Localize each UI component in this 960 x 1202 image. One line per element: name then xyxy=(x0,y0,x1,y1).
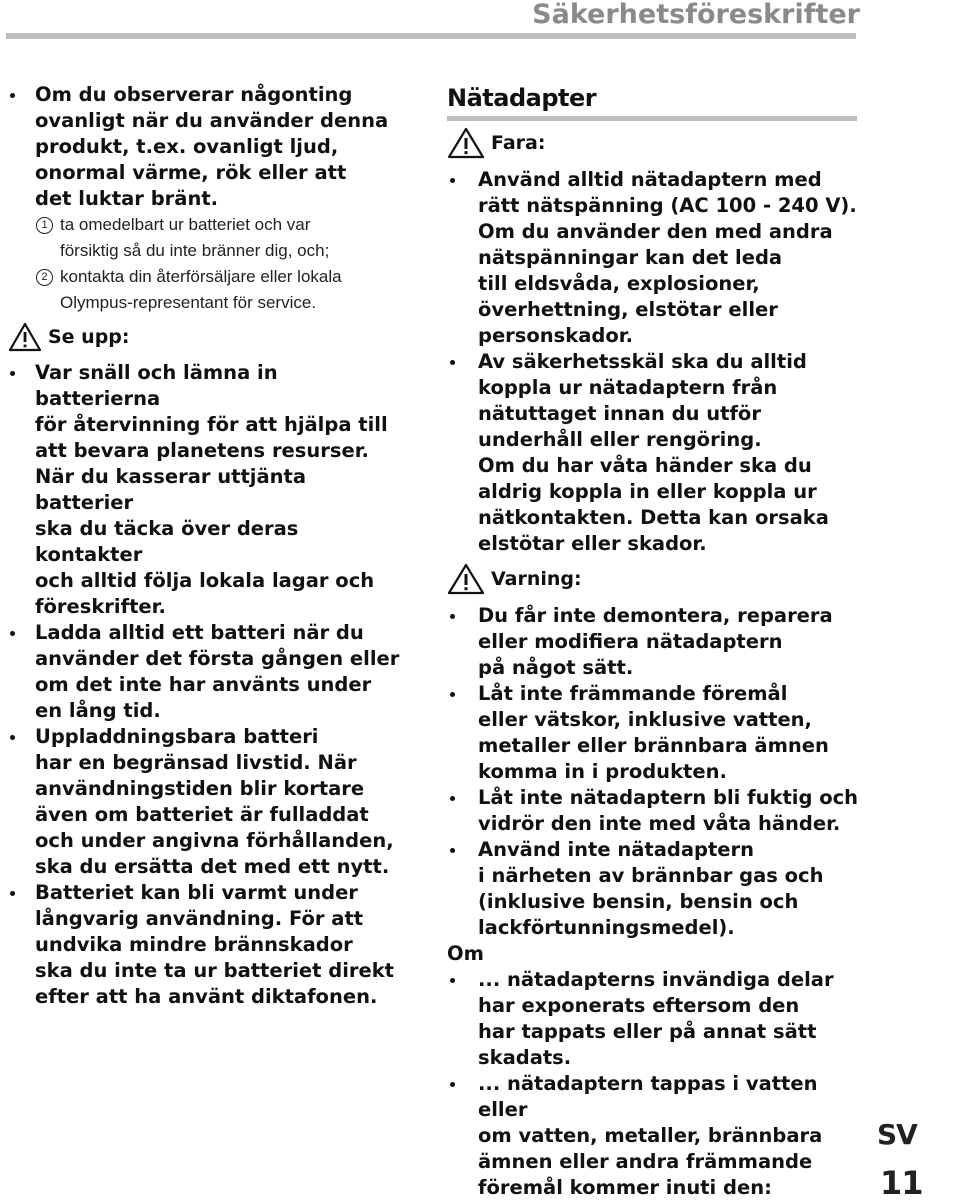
list-item xyxy=(447,167,867,349)
step-number-icon: 2 xyxy=(36,269,53,286)
warning-triangle-icon xyxy=(447,563,485,595)
text-line: ämnen eller andra främmande xyxy=(478,1150,813,1173)
text-line: och alltid följa lokala lagar och xyxy=(35,569,375,592)
text-line: det luktar bränt. xyxy=(35,187,219,210)
text-line: rätt nätspänning (AC 100 - 240 V). xyxy=(478,194,857,217)
text-line: Uppladdningsbara batteri xyxy=(35,725,319,748)
text-line: på något sätt. xyxy=(478,656,634,679)
list-item xyxy=(447,785,867,837)
page-header-title: Säkerhetsföreskrifter xyxy=(532,0,860,30)
text-line: aldrig koppla in eller koppla ur xyxy=(478,480,817,503)
text-line: nätkontakten. Detta kan orsaka xyxy=(478,506,829,529)
section-title: Nätadapter xyxy=(447,84,597,112)
step-number-icon: 1 xyxy=(36,217,53,234)
text-line: (inklusive bensin, bensin och xyxy=(478,890,799,913)
text-line: nätuttaget innan du utför xyxy=(478,402,761,425)
danger-heading xyxy=(447,127,867,159)
text-line: långvarig användning. För att xyxy=(35,907,364,930)
text-line: Låt inte främmande föremål xyxy=(478,682,788,705)
text-line: elstötar eller skador. xyxy=(478,532,707,555)
text-line: Om du observerar någonting xyxy=(35,83,353,106)
list-item xyxy=(8,620,408,724)
text-line: föreskrifter. xyxy=(35,595,166,618)
list-item xyxy=(447,349,867,557)
warning-triangle-icon xyxy=(447,127,485,159)
text-line: har exponerats eftersom den xyxy=(478,994,800,1017)
warning-triangle-icon xyxy=(8,322,42,352)
text-line: Låt inte nätadaptern bli fuktig och xyxy=(478,786,859,809)
step-2 xyxy=(8,264,408,290)
text-line: När du kasserar uttjänta batterier xyxy=(35,465,306,514)
text-line: ska du ersätta det med ett nytt. xyxy=(35,855,390,878)
text-line: ovanligt när du använder denna xyxy=(35,109,389,132)
text-line: Ladda alltid ett batteri när du xyxy=(35,621,364,644)
text-line: vidrör den inte med våta händer. xyxy=(478,812,841,835)
caution-heading xyxy=(8,322,408,352)
text-line: eller modifiera nätadaptern xyxy=(478,630,783,653)
text-line: onormal värme, rök eller att xyxy=(35,161,347,184)
step-1 xyxy=(8,212,408,238)
caution-label: Se upp: xyxy=(48,326,130,348)
step-2-line-2: Olympus-representant för service. xyxy=(60,293,317,312)
text-line: föremål kommer inuti den: xyxy=(478,1176,772,1199)
text-line: har tappats eller på annat sätt xyxy=(478,1020,817,1043)
text-line: och under angivna förhållanden, xyxy=(35,829,394,852)
warning-label: Varning: xyxy=(491,568,582,590)
text-line: användningstiden blir kortare xyxy=(35,777,365,800)
list-item xyxy=(447,603,867,681)
text-line: ska du täcka över deras kontakter xyxy=(35,517,299,566)
text-line: eller vätskor, inklusive vatten, xyxy=(478,708,812,731)
text-line: personskador. xyxy=(478,324,634,347)
intro-bullet xyxy=(8,82,408,212)
text-line: ... nätadapterns invändiga delar xyxy=(478,968,834,991)
language-tag: SV xyxy=(877,1118,917,1151)
text-line: Var snäll och lämna in batterierna xyxy=(35,361,278,410)
text-line: använder det första gången eller xyxy=(35,647,400,670)
right-column xyxy=(447,82,867,1201)
text-line: Av säkerhetsskäl ska du alltid xyxy=(478,350,807,373)
text-line: komma in i produkten. xyxy=(478,760,727,783)
om-label: Om xyxy=(447,942,484,965)
text-line: ... nätadaptern tappas i vatten eller xyxy=(478,1072,818,1121)
text-line: till eldsvåda, explosioner, xyxy=(478,272,760,295)
list-item xyxy=(447,967,867,1071)
text-line: underhåll eller rengöring. xyxy=(478,428,762,451)
list-item xyxy=(8,880,408,1010)
list-item xyxy=(447,681,867,785)
warning-heading xyxy=(447,563,867,595)
section-rule xyxy=(447,116,857,121)
text-line: skadats. xyxy=(478,1046,572,1069)
text-line: undvika mindre brännskador xyxy=(35,933,353,956)
page-number: 11 xyxy=(880,1164,923,1202)
text-line: även om batteriet är fulladdat xyxy=(35,803,369,826)
list-item xyxy=(8,360,408,620)
header-rule xyxy=(6,33,856,39)
text-line: Batteriet kan bli varmt under xyxy=(35,881,358,904)
list-item xyxy=(447,837,867,941)
text-line: en lång tid. xyxy=(35,699,161,722)
text-line: efter att ha använt diktafonen. xyxy=(35,985,378,1008)
text-line: metaller eller brännbara ämnen xyxy=(478,734,829,757)
step-1-line-1: ta omedelbart ur batteriet och var xyxy=(60,215,311,234)
text-line: för återvinning för att hjälpa till xyxy=(35,413,388,436)
list-item xyxy=(447,1071,867,1201)
text-line: Du får inte demontera, reparera xyxy=(478,604,833,627)
text-line: i närheten av brännbar gas och xyxy=(478,864,824,887)
text-line: Använd alltid nätadaptern med xyxy=(478,168,822,191)
step-1-line-2: försiktig så du inte bränner dig, och; xyxy=(60,241,330,260)
text-line: om det inte har använts under xyxy=(35,673,372,696)
text-line: nätspänningar kan det leda xyxy=(478,246,783,269)
text-line: produkt, t.ex. ovanligt ljud, xyxy=(35,135,339,158)
text-line: koppla ur nätadaptern från xyxy=(478,376,778,399)
text-line: ska du inte ta ur batteriet direkt xyxy=(35,959,395,982)
text-line: Om du har våta händer ska du xyxy=(478,454,812,477)
text-line: har en begränsad livstid. När xyxy=(35,751,357,774)
text-line: att bevara planetens resurser. xyxy=(35,439,369,462)
text-line: lackförtunningsmedel). xyxy=(478,916,735,939)
left-column xyxy=(8,82,408,1010)
step-2-line-1: kontakta din återförsäljare eller lokala xyxy=(60,267,342,286)
list-item xyxy=(8,724,408,880)
danger-label: Fara: xyxy=(491,132,546,154)
text-line: överhettning, elstötar eller xyxy=(478,298,778,321)
text-line: Om du använder den med andra xyxy=(478,220,833,243)
text-line: Använd inte nätadaptern xyxy=(478,838,755,861)
text-line: om vatten, metaller, brännbara xyxy=(478,1124,823,1147)
